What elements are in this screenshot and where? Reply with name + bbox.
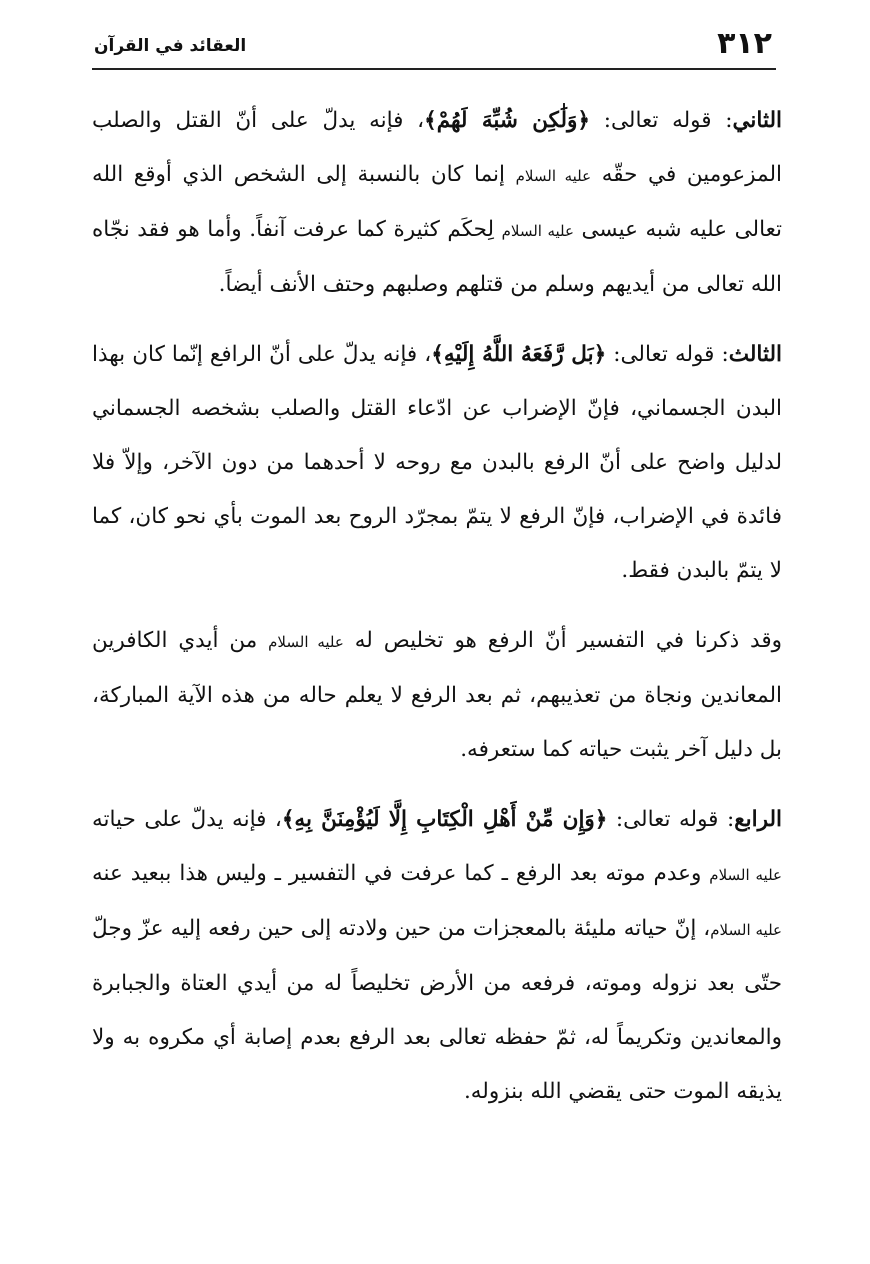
paragraph-text: : قوله تعالى: [606, 342, 729, 367]
page-body [92, 94, 782, 1135]
paragraph-text: وقد ذكرنا في التفسير أنّ الرفع هو تخليص له [343, 628, 782, 653]
paragraph-text: ، فإنه يدلّ على حياته [92, 807, 282, 832]
quran-verse: ﴿بَل رَّفَعَهُ اللَّهُ إِلَيْهِ﴾ [431, 342, 607, 367]
page-header [92, 24, 776, 70]
paragraph-text: من أيدي الكافرين المعاندين ونجاة من تعذيبهم، ثم بعد الرفع لا يعلم حاله من هذه الآية المباركة، بل دليل آخر يثبت حياته كما ستعرفه. [92, 628, 782, 762]
paragraph-heading: الثالث [728, 342, 782, 367]
quran-verse: ﴿وَإِن مِّنْ أَهْلِ الْكِتَابِ إِلَّا لَيُؤْمِنَنَّ بِهِ﴾ [281, 807, 608, 832]
paragraph-second-proof [92, 94, 782, 312]
paragraph-text: ، فإنه يدلّ على أنّ القتل والصلب المزعومين في حقّه [92, 108, 782, 187]
honorific-symbol: عليه السلام [268, 633, 344, 651]
paragraph-fourth-proof [92, 793, 782, 1119]
paragraph-heading: الرابع [734, 807, 782, 832]
running-title: العقائد في القرآن [94, 36, 247, 56]
page-number: ٣١٢ [717, 26, 772, 61]
honorific-symbol: عليه السلام [515, 167, 592, 185]
paragraph-text: : قوله تعالى: [590, 108, 733, 133]
paragraph-text: ، إنّ حياته مليئة بالمعجزات من حين ولادته إلى حين رفعه إليه عزّ وجلّ حتّى بعد نزوله وموته، فرفعه من الأرض تخليصاً له من أيدي العتاة والجبابرة والمعاندين وتكريماً له، ثمّ حفظه تعالى بعد الرفع بعدم إصابة أي مكروه به ولا يذيقه الموت حتى يقضي الله بنزوله. [92, 916, 782, 1104]
paragraph-text: : قوله تعالى: [607, 807, 735, 832]
paragraph-heading: الثاني [732, 108, 782, 133]
paragraph-text: وعدم موته بعد الرفع ـ كما عرفت في التفسير ـ وليس هذا ببعيد عنه [92, 861, 710, 886]
honorific-symbol: عليه السلام [709, 866, 782, 884]
paragraph-third-proof [92, 328, 782, 598]
quran-verse: ﴿وَلَٰكِن شُبِّهَ لَهُمْ﴾ [424, 108, 591, 133]
honorific-symbol: عليه السلام [501, 222, 574, 240]
honorific-symbol: عليه السلام [710, 921, 782, 939]
paragraph-text: ، فإنه يدلّ على أنّ الرافع إنّما كان بهذا البدن الجسماني، فإنّ الإضراب عن ادّعاء القتل والصلب بشخصه الجسماني لدليل واضح على أنّ الرفع بالبدن مع روحه لا أحدهما من دون الآخر، وإلاّ فلا فائدة في الإضراب، فإنّ الرفع لا يتمّ بمجرّد الروح بعد الموت بأي نحو كان، كما لا يتمّ بالبدن فقط. [92, 342, 782, 583]
paragraph-text: إنما كان بالنسبة إلى الشخص الذي أوقع الله تعالى عليه شبه عيسى [92, 162, 783, 242]
paragraph-tafsir-note [92, 614, 782, 777]
paragraph-text: لِحكَم كثيرة كما عرفت آنفاً. وأما هو فقد نجّاه الله تعالى من أيديهم وسلم من قتلهم وصلبهم وحتف الأنف أيضاً. [92, 217, 782, 297]
